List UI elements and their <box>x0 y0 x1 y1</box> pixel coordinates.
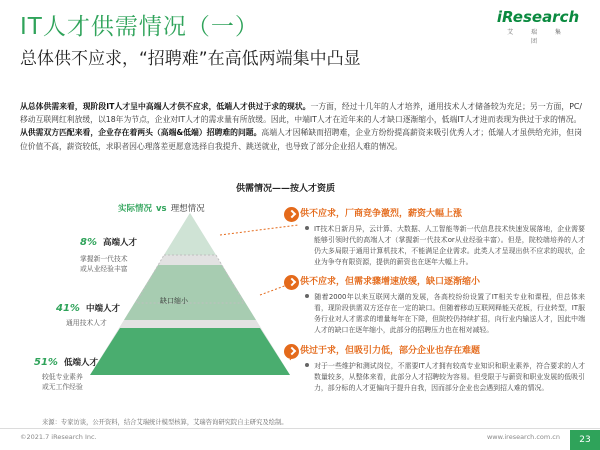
level-high-desc2: 或从业经验丰富 <box>80 265 128 273</box>
page-title: IT人才供需情况（一） <box>20 14 259 40</box>
level-low-desc <box>42 372 83 392</box>
section-low-head: 供过于求，但吸引力低，部分企业也存在难题 <box>300 346 481 356</box>
chart-title: 供需情况——按人才资质 <box>236 184 336 194</box>
intro-p2-lead: 从供需双方匹配来看，企业存在着两头（高端&低端）招聘难的问题。 <box>20 128 262 138</box>
bullet-icon <box>305 294 309 298</box>
level-mid-pct: 41% <box>56 303 80 314</box>
level-low-desc1: 较低专业素养 <box>42 373 83 381</box>
source-note: 来源：专家访谈，公开资料，结合艾瑞统计模型核算，艾瑞咨询研究院自主研究及绘制。 <box>42 419 288 426</box>
iresearch-logo <box>496 8 580 45</box>
level-low <box>34 356 98 368</box>
arrow-high <box>220 225 298 235</box>
intro-p1-body: 一方面，经过十几年的人才培养，通用技术人才储备较为充足；另一方面，PC/移动互联网红利放缓，以18年为节点，企业对IT人才的需求量有所放缓。因此，中端IT人才在近年来的人才缺口逐渐缩小，低端IT人才进而表现为供过于求的情况。 <box>20 102 582 125</box>
intro-paragraph-2 <box>20 126 582 152</box>
intro-p1-lead: 从总体供需来看，现阶段IT人才呈中高端人才供不应求，低端人才供过于求的现状。 <box>20 102 311 111</box>
level-high-desc <box>80 254 128 274</box>
legend-ideal: 理想情况 <box>170 204 205 214</box>
section-high <box>300 208 585 268</box>
section-low <box>300 345 585 394</box>
level-mid-name: 中端人才 <box>85 304 120 314</box>
check-icon <box>284 275 299 290</box>
page-subtitle: 总体供不应求，“招聘难”在高低两端集中凸显 <box>20 49 361 69</box>
gap-label: 缺口缩小 <box>160 297 188 305</box>
level-mid <box>56 302 120 314</box>
bullet-icon <box>305 226 309 230</box>
page-number: 23 <box>570 430 600 450</box>
section-mid-head: 供不应求，但需求骤增速放缓，缺口逐渐缩小 <box>300 277 481 287</box>
check-icon <box>284 207 299 222</box>
section-high-body <box>300 224 585 268</box>
logo-prefix: i <box>496 8 502 26</box>
level-high-name: 高端人才 <box>102 238 137 248</box>
section-low-body <box>300 361 585 394</box>
intro-paragraph-1 <box>20 100 582 126</box>
legend-actual: 实际情况 <box>118 204 153 214</box>
level-high-pct: 8% <box>80 237 97 248</box>
level-low-name: 低端人才 <box>63 358 98 368</box>
footer-url[interactable]: www.iresearch.com.cn <box>486 433 560 441</box>
section-high-text: IT技术日新月异，云计算、大数据、人工智能等新一代信息技术快速发展落地，企业需要能够引领时代的高端人才（掌握新一代技术or从业经验丰富）。但是，院校端培养的人才仍大多局限于通用计算机技术，不能满足企业需求。此类人才呈现出供不应求的现状，企业为争夺有限资源，提供的薪资也在逐年大幅上升。 <box>314 225 585 266</box>
level-mid-desc <box>66 318 107 328</box>
copyright: ©2021.7 iResearch Inc. <box>20 433 97 441</box>
intro-p2-body: 高端人才因稀缺而招聘难，企业方纷纷提高薪资来吸引优秀人才；低端人才虽供给充沛，但岗位价值不高，薪资较低，求职者因心理落差更愿意选择自我提升、跳送就业，也导致了部分企业招人难的情况。 <box>20 128 583 151</box>
level-low-desc2: 或无工作经验 <box>42 383 83 391</box>
tier-high <box>164 213 216 255</box>
tier-mid <box>124 265 256 320</box>
check-icon <box>284 344 299 359</box>
logo-subtitle: 艾 瑞 集 团 <box>507 29 569 45</box>
section-high-head: 供不应求，厂商竞争激烈，薪资大幅上涨 <box>300 209 463 219</box>
logo-wordmark <box>496 8 580 26</box>
tier-low <box>90 328 290 375</box>
section-low-text: 对于一些维护和测试岗位，不需要IT人才拥有较高专业知识和职业素养，符合要求的人才数量较多，从整体来看，此部分人才招聘较为容易。但受限于与薪资和职业发展的低吸引力，部分标的人才更偏向于提升自我，因而部分企业也会遇到招人难的情况。 <box>314 362 585 392</box>
intro-text <box>20 100 582 153</box>
section-mid <box>300 276 585 336</box>
level-mid-desc1: 通用技术人才 <box>66 319 107 327</box>
level-high <box>80 236 137 248</box>
section-mid-text: 随着2000年以来互联网大潮的发展，各高校纷纷设置了IT相关专业和课程，但总体来看，现阶段供需双方还存在一定的缺口。但随着移动互联网释能天花板，行业转型，IT服务行业对人才需求的增量每年在下降，但院校仍持续扩招，向行业内输送人才，因此中端人才的缺口在逐年缩小，此部分的招聘压力也在相对减轻。 <box>314 293 585 334</box>
bullet-icon <box>305 363 309 367</box>
logo-word: Research <box>501 8 580 26</box>
legend-vs: vs <box>156 204 167 214</box>
section-mid-body <box>300 292 585 336</box>
level-low-pct: 51% <box>34 357 58 368</box>
footer-divider <box>0 428 600 429</box>
level-high-desc1: 掌握新一代技术 <box>80 255 128 263</box>
